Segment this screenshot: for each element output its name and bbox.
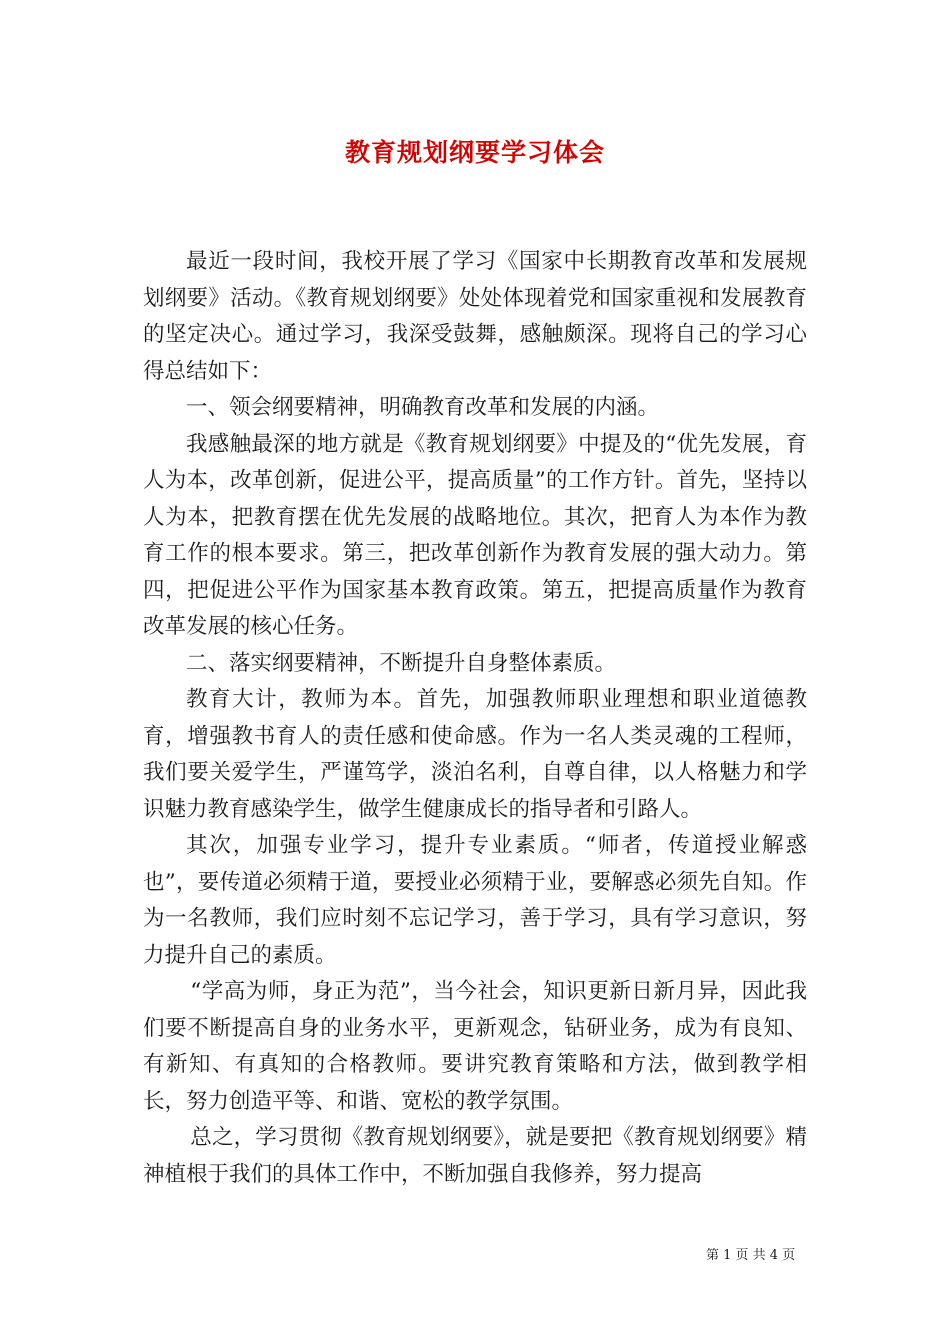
paragraph-principles: 我感触最深的地方就是《教育规划纲要》中提及的“优先发展，育人为本，改革创新，促进公平，提高质量”的工作方针。首先，坚持以人为本，把教育摆在优先发展的战略地位。其次，把育人为本作为教育工作的根本要求。第三，把改革创新作为教育发展的强大动力。第四，把促进公平作为国家基本教育政策。第五，把提高质量作为教育改革发展的核心任务。 <box>143 431 807 639</box>
paragraph-conclusion: 总之，学习贯彻《教育规划纲要》，就是要把《教育规划纲要》精神植根于我们的具体工作中，不断加强自我修养，努力提高 <box>143 1125 807 1187</box>
document-body <box>143 244 807 1193</box>
paragraph-professional-study: 其次，加强专业学习，提升专业素质。“师者，传道授业解惑也”，要传道必须精于道，要授业必须精于业，要解惑必须先自知。作为一名教师，我们应时刻不忘记学习，善于学习，具有学习意识，努力提升自己的素质。 <box>143 833 807 968</box>
document-title: 教育规划纲要学习体会 <box>344 138 605 167</box>
page-number-footer: 第 1 页 共 4 页 <box>706 1248 796 1263</box>
paragraph-teacher-ethics: 教育大计，教师为本。首先，加强教师职业理想和职业道德教育，增强教书育人的责任感和使命感。作为一名人类灵魂的工程师，我们要关爱学生，严谨笃学，淡泊名利，自尊自律，以人格魅力和学识魅力教育感染学生，做学生健康成长的指导者和引路人。 <box>143 687 807 822</box>
paragraph-intro: 最近一段时间，我校开展了学习《国家中长期教育改革和发展规划纲要》活动。《教育规划纲要》处处体现着党和国家重视和发展教育的坚定决心。通过学习，我深受鼓舞，感触颇深。现将自己的学习心得总结如下： <box>143 249 807 384</box>
paragraph-teaching-quality: “学高为师，身正为范”，当今社会，知识更新日新月异，因此我们要不断提高自身的业务水平，更新观念，钻研业务，成为有良知、有新知、有真知的合格教师。要讲究教育策略和方法，做到教学相长，努力创造平等、和谐、宽松的教学氛围。 <box>143 979 807 1114</box>
section-heading-1: 一、领会纲要精神，明确教育改革和发展的内涵。 <box>186 395 660 420</box>
section-heading-2: 二、落实纲要精神，不断提升自身整体素质。 <box>186 650 617 676</box>
